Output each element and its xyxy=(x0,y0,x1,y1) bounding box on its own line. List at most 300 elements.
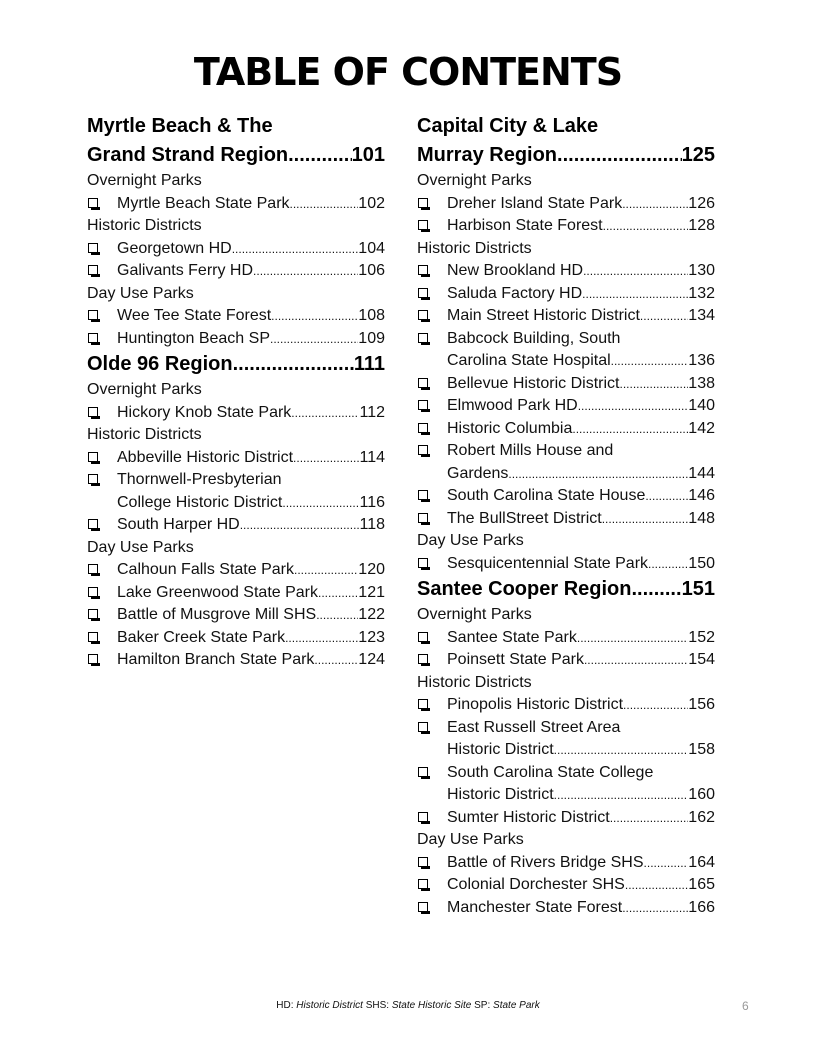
toc-entry-line xyxy=(447,874,715,897)
toc-entry-page: 140 xyxy=(688,397,715,414)
toc-entry-page: 165 xyxy=(688,876,715,893)
leader-dots xyxy=(623,694,688,717)
toc-entry[interactable] xyxy=(87,447,385,470)
leader-dots xyxy=(648,553,688,576)
toc-entry-page: 109 xyxy=(358,329,385,347)
toc-entry-page: 134 xyxy=(688,307,715,324)
toc-entry-text xyxy=(447,283,715,306)
toc-entry-text xyxy=(447,215,715,238)
checkbox-icon[interactable] xyxy=(417,283,447,306)
toc-entry[interactable] xyxy=(417,694,715,717)
toc-entry-line xyxy=(447,305,715,328)
toc-entry[interactable] xyxy=(417,627,715,650)
toc-entry-page: 136 xyxy=(688,352,715,369)
toc-entry-line xyxy=(117,447,385,470)
toc-entry-name: Wee Tee State Forest xyxy=(117,307,272,324)
toc-entry-line xyxy=(447,350,715,373)
region-page-number: 151 xyxy=(681,578,715,600)
toc-entry[interactable] xyxy=(87,582,385,605)
toc-entry-text xyxy=(447,627,715,650)
toc-entry-name: Historic Columbia xyxy=(447,419,573,437)
page-number: 6 xyxy=(742,999,749,1013)
toc-entry[interactable] xyxy=(87,604,385,627)
toc-entry-line xyxy=(117,328,385,351)
toc-entry-page: 142 xyxy=(688,419,715,437)
toc-entry[interactable] xyxy=(417,508,715,531)
leader-dots xyxy=(316,604,358,627)
checkbox-icon[interactable] xyxy=(417,627,447,650)
toc-entry-name: Manchester State Forest xyxy=(447,898,623,916)
toc-entry-name: Baker Creek State Park xyxy=(117,628,286,646)
toc-entry[interactable] xyxy=(87,238,385,261)
toc-entry-name: Main Street Historic District xyxy=(447,307,640,324)
toc-entry-text xyxy=(117,402,385,425)
checkbox-icon[interactable] xyxy=(87,402,117,425)
toc-entry-text xyxy=(117,627,385,650)
category-heading: Day Use Parks xyxy=(417,532,524,549)
toc-entry[interactable] xyxy=(417,260,715,283)
toc-entry-text xyxy=(447,440,715,485)
leader-dots xyxy=(583,260,688,283)
leader-dots xyxy=(271,305,358,328)
category-heading: Historic Districts xyxy=(87,426,202,443)
leader-dots xyxy=(622,897,688,920)
leader-dots xyxy=(602,508,689,531)
toc-entry-line xyxy=(447,215,715,238)
category-heading: Overnight Parks xyxy=(417,606,532,623)
checkbox-icon[interactable] xyxy=(417,762,447,807)
category-heading: Historic Districts xyxy=(417,239,532,257)
toc-entry-name: Elmwood Park HD xyxy=(447,397,578,414)
region-title: Grand Strand Region xyxy=(87,144,289,166)
toc-entry[interactable] xyxy=(87,328,385,351)
toc-entry-line xyxy=(117,260,385,283)
toc-entry[interactable] xyxy=(87,305,385,328)
toc-entry-name: Colonial Dorchester SHS xyxy=(447,876,625,893)
checkbox-icon[interactable] xyxy=(417,807,447,830)
toc-entry-text xyxy=(447,373,715,396)
leader-dots xyxy=(610,807,689,830)
toc-entry-text xyxy=(447,874,715,897)
toc-entry[interactable] xyxy=(417,215,715,238)
leader-dots xyxy=(318,582,358,605)
region-heading xyxy=(417,112,715,170)
toc-entry-page: 152 xyxy=(688,628,715,646)
category-heading: Historic Districts xyxy=(87,217,202,234)
toc-entry[interactable] xyxy=(417,395,715,418)
leader-dots xyxy=(644,852,689,875)
category-heading: Overnight Parks xyxy=(417,172,532,189)
legend-sp-full: State Park xyxy=(493,1000,540,1011)
leader-dots xyxy=(603,215,689,238)
checkbox-icon[interactable] xyxy=(417,440,447,485)
checkbox-icon[interactable] xyxy=(417,305,447,328)
leader-dots xyxy=(314,649,358,672)
region-heading xyxy=(87,350,385,379)
leader-dots xyxy=(577,627,688,650)
toc-entry-line xyxy=(447,508,715,531)
toc-entry[interactable] xyxy=(87,649,385,672)
toc-entry-name-line1: South Carolina State College xyxy=(447,763,654,781)
toc-entry-text xyxy=(447,717,715,762)
toc-entry-text xyxy=(117,649,385,672)
toc-entry-line xyxy=(447,739,715,762)
toc-entry-text xyxy=(117,604,385,627)
legend-sp-abbr: SP: xyxy=(474,1000,491,1011)
toc-entry[interactable] xyxy=(417,649,715,672)
toc-entry[interactable] xyxy=(417,485,715,508)
category-heading: Historic Districts xyxy=(417,673,532,691)
checkbox-icon[interactable] xyxy=(417,897,447,920)
toc-entry-text xyxy=(447,395,715,418)
toc-entry-page: 146 xyxy=(688,487,715,504)
toc-entry-page: 166 xyxy=(688,898,715,916)
toc-column-right xyxy=(417,112,715,919)
toc-entry[interactable] xyxy=(417,852,715,875)
toc-entry-name-line1: Robert Mills House and xyxy=(447,442,614,459)
toc-entry-text xyxy=(447,897,715,920)
toc-entry-name-line1: Thornwell-Presbyterian xyxy=(117,471,282,488)
toc-entry-name: Abbeville Historic District xyxy=(117,448,294,466)
checkbox-icon[interactable] xyxy=(87,627,117,650)
toc-entry-page: 121 xyxy=(358,583,385,601)
toc-entry-line xyxy=(447,807,715,830)
toc-entry-text xyxy=(447,485,715,508)
leader-dots xyxy=(584,649,688,672)
toc-entry-text xyxy=(447,260,715,283)
toc-entry-page: 132 xyxy=(688,284,715,302)
toc-entry-text xyxy=(447,762,715,807)
toc-entry-line xyxy=(447,485,715,508)
category-heading: Day Use Parks xyxy=(417,831,524,848)
checkbox-icon[interactable] xyxy=(87,447,117,470)
toc-entry-line xyxy=(447,418,715,441)
toc-entry-text xyxy=(117,193,385,216)
region-heading xyxy=(87,112,385,170)
leader-dots xyxy=(554,739,689,762)
toc-entry-text xyxy=(117,260,385,283)
toc-entry-text xyxy=(447,508,715,531)
toc-entry-text xyxy=(117,238,385,261)
toc-entry-name-line1: Babcock Building, South xyxy=(447,329,621,347)
region-title: Olde 96 Region xyxy=(87,353,233,375)
checkbox-icon[interactable] xyxy=(417,649,447,672)
toc-entry-name: Sumter Historic District xyxy=(447,808,610,826)
toc-entry-text xyxy=(447,328,715,373)
leader-dots xyxy=(290,193,359,216)
checkbox-icon[interactable] xyxy=(417,373,447,396)
leader-dots xyxy=(233,350,354,379)
toc-entry-name: Bellevue Historic District xyxy=(447,374,620,392)
category-heading: Day Use Parks xyxy=(87,538,194,556)
toc-entry-line xyxy=(117,238,385,261)
toc-entry-name: Carolina State Hospital xyxy=(447,352,611,369)
checkbox-icon[interactable] xyxy=(87,514,117,537)
toc-entry-page: 108 xyxy=(358,307,385,324)
toc-entry[interactable] xyxy=(87,559,385,582)
toc-entry-name: Myrtle Beach State Park xyxy=(117,194,290,212)
toc-entry-page: 138 xyxy=(688,374,715,392)
toc-entry-name: Battle of Rivers Bridge SHS xyxy=(447,853,644,871)
toc-entry-page: 102 xyxy=(358,194,385,212)
toc-entry-name: Poinsett State Park xyxy=(447,651,584,668)
toc-entry-page: 106 xyxy=(358,262,385,279)
toc-entry-text xyxy=(117,514,385,537)
toc-entry-name: Santee State Park xyxy=(447,628,577,646)
toc-entry-line xyxy=(447,463,715,486)
leader-dots xyxy=(232,238,359,261)
toc-entry-name: Sesquicentennial State Park xyxy=(447,554,649,572)
toc-entry[interactable] xyxy=(87,193,385,216)
toc-entry-line xyxy=(447,897,715,920)
toc-entry-text xyxy=(447,418,715,441)
leader-dots xyxy=(508,463,688,486)
toc-entry-name: Dreher Island State Park xyxy=(447,194,623,212)
toc-entry-name: The BullStreet District xyxy=(447,509,602,527)
toc-entry[interactable] xyxy=(417,874,715,897)
checkbox-icon[interactable] xyxy=(87,260,117,283)
checkbox-icon[interactable] xyxy=(417,418,447,441)
checkbox-icon[interactable] xyxy=(87,305,117,328)
checkbox-icon[interactable] xyxy=(417,553,447,576)
toc-entry[interactable] xyxy=(417,897,715,920)
toc-entry-line xyxy=(447,553,715,576)
region-title-row xyxy=(417,141,715,170)
page-title: TABLE OF CONTENTS xyxy=(193,50,623,94)
leader-dots xyxy=(288,141,352,170)
toc-entry[interactable] xyxy=(87,627,385,650)
legend-shs-full: State Historic Site xyxy=(391,1000,472,1011)
checkbox-icon[interactable] xyxy=(87,604,117,627)
checkbox-icon[interactable] xyxy=(417,485,447,508)
toc-entry[interactable] xyxy=(87,402,385,425)
toc-entry[interactable] xyxy=(417,193,715,216)
toc-entry-line xyxy=(117,559,385,582)
toc-entry-name: Hickory Knob State Park xyxy=(117,403,292,421)
toc-entry-name: College Historic District xyxy=(117,493,283,511)
toc-entry-name: South Carolina State House xyxy=(447,487,646,504)
region-page-number: 111 xyxy=(353,353,385,375)
toc-entry-text xyxy=(117,582,385,605)
toc-entry-line xyxy=(447,852,715,875)
toc-entry-line xyxy=(447,260,715,283)
leader-dots xyxy=(640,305,688,328)
toc-entry-page: 118 xyxy=(359,516,385,533)
region-title-line1: Myrtle Beach & The xyxy=(87,115,273,137)
toc-entry-page: 130 xyxy=(688,262,715,279)
leader-dots xyxy=(554,784,689,807)
toc-entry-name: South Harper HD xyxy=(117,516,240,533)
toc-entry-text xyxy=(447,852,715,875)
toc-entry-line xyxy=(117,627,385,650)
legend-shs-abbr: SHS: xyxy=(365,1000,390,1011)
checkbox-icon[interactable] xyxy=(417,717,447,762)
leader-dots xyxy=(294,559,358,582)
toc-entry-page: 112 xyxy=(359,403,385,421)
toc-entry-name: Gardens xyxy=(447,464,509,482)
toc-entry[interactable] xyxy=(417,418,715,441)
toc-entry-name-line1: East Russell Street Area xyxy=(447,718,621,736)
checkbox-icon[interactable] xyxy=(417,694,447,717)
toc-entry-name: Saluda Factory HD xyxy=(447,284,583,302)
region-title: Santee Cooper Region xyxy=(417,578,632,600)
checkbox-icon[interactable] xyxy=(417,260,447,283)
toc-entry-name: Battle of Musgrove Mill SHS xyxy=(117,606,317,623)
region-heading xyxy=(417,575,715,604)
leader-dots xyxy=(240,514,360,537)
toc-entry-line xyxy=(447,373,715,396)
toc-entry-name: Harbison State Forest xyxy=(447,217,603,234)
toc-column-left xyxy=(87,112,385,672)
checkbox-icon[interactable] xyxy=(87,469,117,514)
toc-entry-page: 156 xyxy=(688,696,715,713)
toc-entry[interactable] xyxy=(87,514,385,537)
toc-entry-page: 150 xyxy=(688,554,715,572)
toc-entry[interactable] xyxy=(417,553,715,576)
leader-dots xyxy=(619,373,688,396)
checkbox-icon[interactable] xyxy=(87,582,117,605)
toc-entry-name: Pinopolis Historic District xyxy=(447,696,624,713)
toc-entry-name: Huntington Beach SP xyxy=(117,329,270,347)
legend-hd-full: Historic District xyxy=(296,1000,363,1011)
toc-entry-page: 126 xyxy=(688,194,715,212)
toc-entry[interactable] xyxy=(87,260,385,283)
toc-entry-line xyxy=(117,492,385,515)
toc-entry-line xyxy=(117,582,385,605)
toc-entry-page: 120 xyxy=(358,561,385,578)
toc-entry-page: 122 xyxy=(358,606,385,623)
toc-entry-line xyxy=(447,627,715,650)
toc-entry-page: 154 xyxy=(688,651,715,668)
toc-entry-page: 164 xyxy=(688,853,715,871)
toc-entry[interactable] xyxy=(417,283,715,306)
category-heading: Overnight Parks xyxy=(87,172,202,189)
toc-entry-name: Lake Greenwood State Park xyxy=(117,583,319,601)
toc-entry-text xyxy=(117,328,385,351)
toc-entry-line xyxy=(117,193,385,216)
toc-entry-text xyxy=(447,553,715,576)
toc-entry[interactable] xyxy=(417,305,715,328)
toc-entry[interactable] xyxy=(417,762,715,807)
leader-dots xyxy=(582,283,688,306)
toc-entry[interactable] xyxy=(417,328,715,373)
toc-entry[interactable] xyxy=(417,373,715,396)
toc-entry-line xyxy=(447,784,715,807)
toc-entry-text xyxy=(447,649,715,672)
toc-entry-line xyxy=(117,402,385,425)
toc-entry-text xyxy=(447,193,715,216)
leader-dots xyxy=(291,402,359,425)
leader-dots xyxy=(293,447,359,470)
toc-entry-line xyxy=(447,694,715,717)
toc-entry-line xyxy=(447,395,715,418)
abbreviation-legend xyxy=(0,1000,816,1011)
toc-entry-text xyxy=(447,694,715,717)
leader-dots xyxy=(557,141,682,170)
toc-entry[interactable] xyxy=(417,440,715,485)
toc-entry-page: 160 xyxy=(688,786,715,803)
checkbox-icon[interactable] xyxy=(87,328,117,351)
toc-entry-name: Historic District xyxy=(447,741,554,758)
toc-entry-text xyxy=(117,305,385,328)
toc-entry-page: 158 xyxy=(688,741,715,758)
leader-dots xyxy=(578,395,689,418)
toc-entry-name: Galivants Ferry HD xyxy=(117,262,254,279)
leader-dots xyxy=(611,350,689,373)
region-title-row xyxy=(87,350,385,379)
leader-dots xyxy=(572,418,688,441)
toc-entry-line xyxy=(447,193,715,216)
checkbox-icon[interactable] xyxy=(417,852,447,875)
leader-dots xyxy=(631,575,681,604)
region-title-line1: Capital City & Lake xyxy=(417,115,599,137)
leader-dots xyxy=(253,260,358,283)
toc-entry-name: Georgetown HD xyxy=(117,239,232,257)
checkbox-icon[interactable] xyxy=(417,193,447,216)
toc-entry-line xyxy=(447,283,715,306)
category-heading: Overnight Parks xyxy=(87,381,202,398)
toc-entry[interactable] xyxy=(417,807,715,830)
toc-entry-name: New Brookland HD xyxy=(447,262,584,279)
toc-entry-page: 123 xyxy=(358,628,385,646)
leader-dots xyxy=(625,874,688,897)
toc-entry-page: 104 xyxy=(358,239,385,257)
checkbox-icon[interactable] xyxy=(87,559,117,582)
region-title-row xyxy=(417,575,715,604)
toc-entry[interactable] xyxy=(87,469,385,514)
leader-dots xyxy=(645,485,688,508)
toc-entry-line xyxy=(447,649,715,672)
region-page-number: 125 xyxy=(681,144,715,166)
toc-entry-name: Hamilton Branch State Park xyxy=(117,651,315,668)
toc-entry-line xyxy=(117,305,385,328)
checkbox-icon[interactable] xyxy=(87,238,117,261)
toc-entry-line xyxy=(117,604,385,627)
region-title: Murray Region xyxy=(417,144,558,166)
toc-entry-page: 144 xyxy=(688,464,715,482)
checkbox-icon[interactable] xyxy=(417,215,447,238)
checkbox-icon[interactable] xyxy=(417,328,447,373)
toc-entry-line xyxy=(117,514,385,537)
leader-dots xyxy=(622,193,688,216)
checkbox-icon[interactable] xyxy=(417,874,447,897)
toc-entry-page: 162 xyxy=(688,808,715,826)
toc-entry-text xyxy=(117,469,385,514)
region-title-row xyxy=(87,141,385,170)
checkbox-icon[interactable] xyxy=(417,508,447,531)
toc-entry-text xyxy=(117,447,385,470)
toc-entry-text xyxy=(447,807,715,830)
leader-dots xyxy=(282,492,359,515)
toc-entry-name: Calhoun Falls State Park xyxy=(117,561,294,578)
toc-entry-name: Historic District xyxy=(447,786,554,803)
toc-entry-line xyxy=(117,649,385,672)
checkbox-icon[interactable] xyxy=(417,395,447,418)
region-page-number: 101 xyxy=(351,144,385,166)
legend-hd-abbr: HD: xyxy=(276,1000,294,1011)
category-heading: Day Use Parks xyxy=(87,284,194,302)
toc-entry-page: 114 xyxy=(359,448,385,466)
leader-dots xyxy=(285,627,358,650)
checkbox-icon[interactable] xyxy=(87,193,117,216)
toc-entry-page: 124 xyxy=(358,651,385,668)
toc-entry-text xyxy=(117,559,385,582)
leader-dots xyxy=(270,328,358,351)
toc-entry-page: 116 xyxy=(359,493,385,511)
toc-entry-page: 148 xyxy=(688,509,715,527)
toc-entry[interactable] xyxy=(417,717,715,762)
checkbox-icon[interactable] xyxy=(87,649,117,672)
